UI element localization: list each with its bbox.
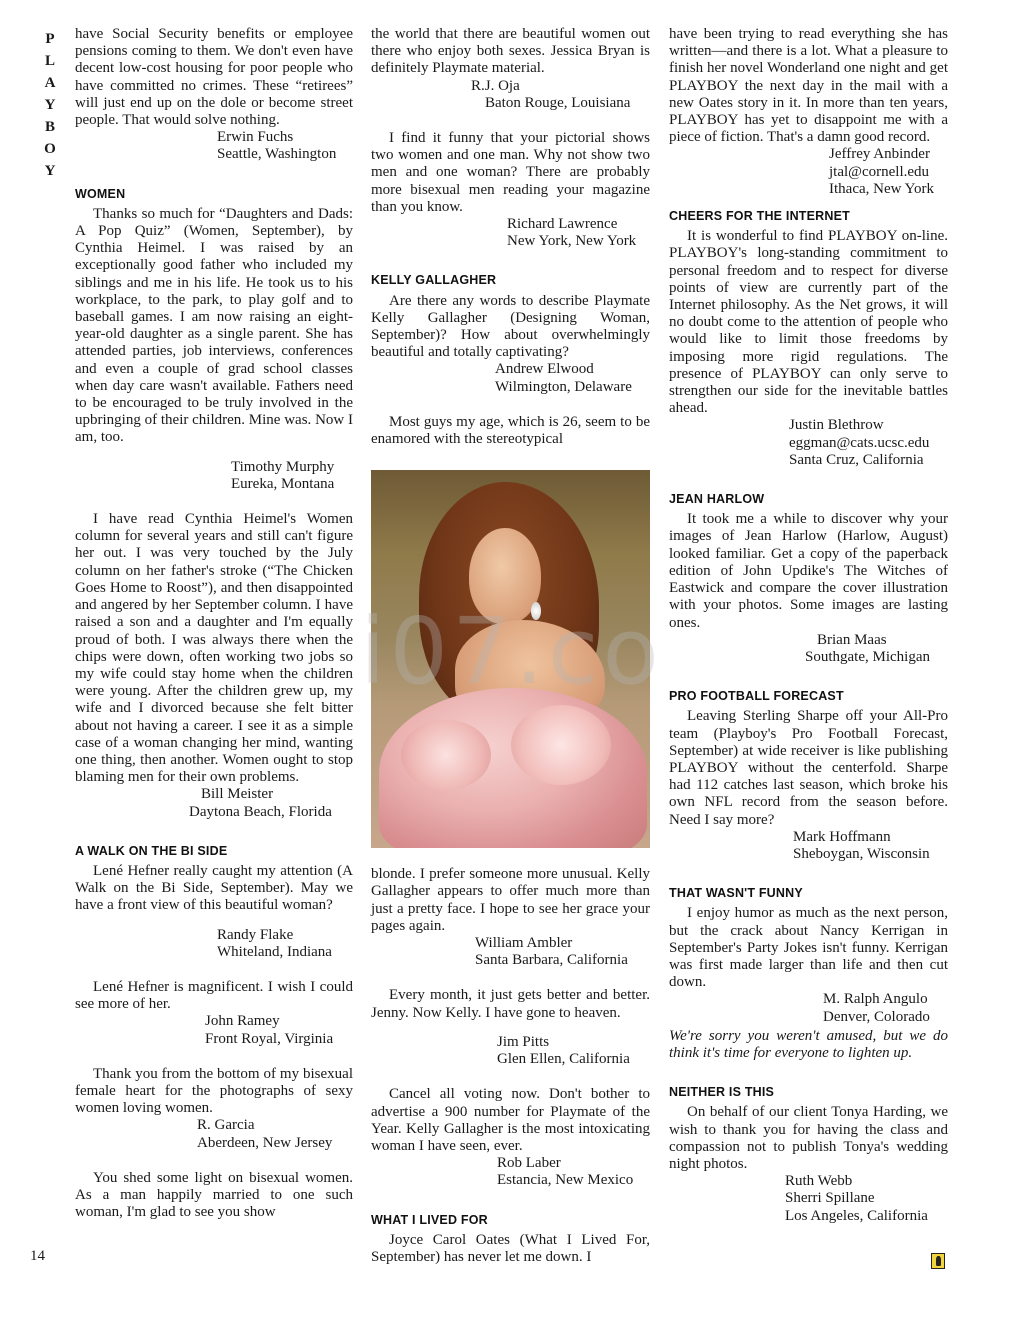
signature-place: Ithaca, New York xyxy=(829,180,934,197)
signature-place: Front Royal, Virginia xyxy=(205,1030,334,1047)
section-heading-lived-for: WHAT I LIVED FOR xyxy=(371,1212,488,1227)
signature-name: Andrew Elwood xyxy=(495,361,594,378)
playboy-vertical-title xyxy=(38,28,62,182)
signature-name: Timothy Murphy xyxy=(231,458,335,475)
section-heading-not-funny: THAT WASN'T FUNNY xyxy=(669,886,803,901)
letter-text: Lené Hefner is magnificent. I wish I could see more of her. xyxy=(75,978,353,1013)
letter-text: I enjoy humor as much as the next person, but the crack about Nancy Kerrigan in September's Party Jokes isn't funny. Kerrigan was first made larger than life and then cut down. xyxy=(669,905,948,991)
letter-text: Lené Hefner really caught my attention (A Walk on the Bi Side, September). May we have a front view of this beautiful woman? xyxy=(75,862,353,914)
letter-text: On behalf of our client Tonya Harding, we wish to thank you for having the class and compassion not to publish Tonya's wedding night photos. xyxy=(669,1104,948,1172)
letter-text: Leaving Sterling Sharpe off your All-Pro team (Playboy's Pro Football Forecast, September) at wide receiver is like publishing PLAYBOY without the centerfold. Sharpe had 112 catches last season, which broke his own NFL record from the season before. Need I say more? xyxy=(669,708,948,828)
side-letter: P xyxy=(45,31,55,47)
watermark: i07.co xyxy=(360,598,663,705)
signature-name: Jim Pitts xyxy=(497,1033,550,1050)
signature-name: William Ambler xyxy=(475,935,573,952)
section-heading-bi-side: A WALK ON THE BI SIDE xyxy=(75,843,228,858)
signature-name: M. Ralph Angulo xyxy=(823,991,928,1008)
signature-name: Erwin Fuchs xyxy=(217,129,294,146)
side-letter: O xyxy=(44,141,56,157)
letter-text: I find it funny that your pictorial shows two women and one man. Why not show two men and one woman? There are probably more bisexual men reading your magazine than you know. xyxy=(371,130,650,215)
letter-text: Cancel all voting now. Don't bother to advertise a 900 number for Playmate of the Year. Kelly Gallagher is the most intoxicating woman I have seen, ever. xyxy=(371,1086,650,1154)
side-letter: B xyxy=(44,119,55,135)
signature-place: Glen Ellen, California xyxy=(497,1051,630,1068)
signature-name: John Ramey xyxy=(205,1013,280,1030)
signature-name: R. Garcia xyxy=(197,1117,255,1134)
signature-name: Rob Laber xyxy=(497,1155,561,1172)
signature-place: Whiteland, Indiana xyxy=(217,943,332,960)
letter-text: have been trying to read everything she has written—and there is a lot. What a pleasure to finish her novel Wonderland one night and get PLAYBOY the next day in the mail with a new Oates story in it. In more than ten years, PLAYBOY has yet to disappoint me with a piece of fiction. That's a damn good record. xyxy=(669,26,948,146)
section-heading-internet: CHEERS FOR THE INTERNET xyxy=(669,209,850,224)
section-heading-football: PRO FOOTBALL FORECAST xyxy=(669,689,844,704)
signature-name: Randy Flake xyxy=(217,926,294,943)
photo-ruffle xyxy=(511,705,611,785)
signature-email: jtal@cornell.edu xyxy=(829,163,930,180)
signature-name: R.J. Oja xyxy=(471,77,520,94)
signature-place: Aberdeen, New Jersey xyxy=(197,1134,333,1151)
bunny-end-mark-icon xyxy=(931,1253,945,1269)
letter-text: Thanks so much for “Daughters and Dads: A Pop Quiz” (Women, September), by Cynthia Heimel. I was raised by an exceptionally good father who included my siblings and me in his life. He took us to his workplace, to the park, to play golf and to baseball games. I am now raising an eight-year-old daughter as a single parent. She has attended parties, job interviews, conferences and even a couple of grad school classes when day care wasn't available. Fathers need to be encouraged to be truly involved in the upbringing of their children. Mine was. Now I am, too. xyxy=(75,205,353,446)
letter-text: Every month, it just gets better and better. Jenny. Now Kelly. I have gone to heaven. xyxy=(371,987,650,1021)
signature-name: Brian Maas xyxy=(817,631,887,648)
signature-email: eggman@cats.ucsc.edu xyxy=(789,434,930,451)
signature-place: Estancia, New Mexico xyxy=(497,1172,634,1189)
letter-text: I have read Cynthia Heimel's Women column for several years and still can't figure her out. I was very touched by the July column on her father's stroke (“The Chicken Goes Home to Roost”), and then disappointed and angered by her September column. I have raised a son and a daughter and I'm equally proud of both. I was always there when the chips were down, often working two jobs so my wife could stay home when the children were young. After the children grew up, my wife and I divorced because she felt bitter about not having a career. I see it as a simple case of a woman changing her mind, wanting one thing, then another. Women ought to stop blaming men for their own problems. xyxy=(75,511,353,786)
signature-name: Sherri Spillane xyxy=(785,1190,875,1207)
section-heading-women: WOMEN xyxy=(75,186,126,201)
signature-name: Jeffrey Anbinder xyxy=(829,146,930,163)
signature-place: Eureka, Montana xyxy=(231,475,335,492)
letter-text: blonde. I prefer someone more unusual. Kelly Gallagher appears to offer much more than just a pretty face. I hope to see her grace your pages again. xyxy=(371,866,650,934)
signature-place: Santa Barbara, California xyxy=(475,952,628,969)
section-heading-harlow: JEAN HARLOW xyxy=(669,492,765,507)
section-heading-neither: NEITHER IS THIS xyxy=(669,1085,775,1100)
signature-place: Denver, Colorado xyxy=(823,1008,930,1025)
signature-place: Santa Cruz, California xyxy=(789,451,924,468)
signature-place: Southgate, Michigan xyxy=(805,648,930,665)
signature-name: Mark Hoffmann xyxy=(793,828,891,845)
letter-text: Most guys my age, which is 26, seem to be enamored with the stereotypical xyxy=(371,413,650,448)
column-right xyxy=(669,26,948,1225)
signature-name: Bill Meister xyxy=(201,786,274,803)
letter-text: Are there any words to describe Playmate Kelly Gallagher (Designing Woman, September)? How about overwhelmingly beautiful and totally captivating? xyxy=(371,292,650,361)
letter-text: Thank you from the bottom of my bisexual female heart for the photographs of sexy women loving women. xyxy=(75,1065,353,1117)
letter-text: the world that there are beautiful women out there who enjoy both sexes. Jessica Bryan is definitely Playmate material. xyxy=(371,26,650,77)
signature-name: Ruth Webb xyxy=(785,1173,853,1190)
letter-text: have Social Security benefits or employee pensions coming to them. We don't even have decent low-cost housing for poor people who have committed no crimes. These “retirees” will just end up on the dole or become street people. That would solve nothing. xyxy=(75,26,353,129)
side-letter: Y xyxy=(44,163,56,179)
signature-place: Sheboygan, Wisconsin xyxy=(793,845,930,862)
editor-reply: We're sorry you weren't amused, but we do think it's time for everyone to lighten up. xyxy=(669,1027,948,1061)
signature-place: Seattle, Washington xyxy=(217,146,337,163)
photo-ruffle xyxy=(401,720,491,790)
column-left xyxy=(75,26,353,1221)
side-letter: Y xyxy=(44,97,56,113)
letter-text: Joyce Carol Oates (What I Lived For, September) has never let me down. I xyxy=(371,1231,650,1265)
side-letter: L xyxy=(44,53,55,69)
signature-place: Wilmington, Delaware xyxy=(495,378,632,395)
page-number: 14 xyxy=(30,1248,45,1264)
section-heading-kelly: KELLY GALLAGHER xyxy=(371,273,497,288)
signature-name: Richard Lawrence xyxy=(507,216,618,233)
side-letter: A xyxy=(44,75,56,91)
letter-text: It is wonderful to find PLAYBOY on-line. PLAYBOY's long-standing commitment to personal freedom and to respect for diverse points of view are currently part of the Internet philosophy. As the Net grows, it will no doubt come to the attention of people who would like to limit those freedoms by imposing more rigid regulations. The presence of PLAYBOY can only serve to strengthen our side for the inevitable battles ahead. xyxy=(669,228,948,417)
signature-place: Daytona Beach, Florida xyxy=(189,803,332,820)
playmate-photo xyxy=(371,470,650,848)
column-middle xyxy=(371,26,650,1266)
letter-text: It took me a while to discover why your images of Jean Harlow (Harlow, August) looked familiar. Get a copy of the paperback edition of John Updike's The Witches of Eastwick and compare the cover illustration with your photos. Some images are lasting ones. xyxy=(669,511,948,631)
signature-name: Justin Blethrow xyxy=(789,417,884,434)
signature-place: New York, New York xyxy=(507,233,637,250)
letter-text: You shed some light on bisexual women. As a man happily married to one such woman, I'm glad to see you show xyxy=(75,1169,353,1221)
signature-place: Los Angeles, California xyxy=(785,1207,928,1224)
signature-place: Baton Rouge, Louisiana xyxy=(485,94,631,111)
